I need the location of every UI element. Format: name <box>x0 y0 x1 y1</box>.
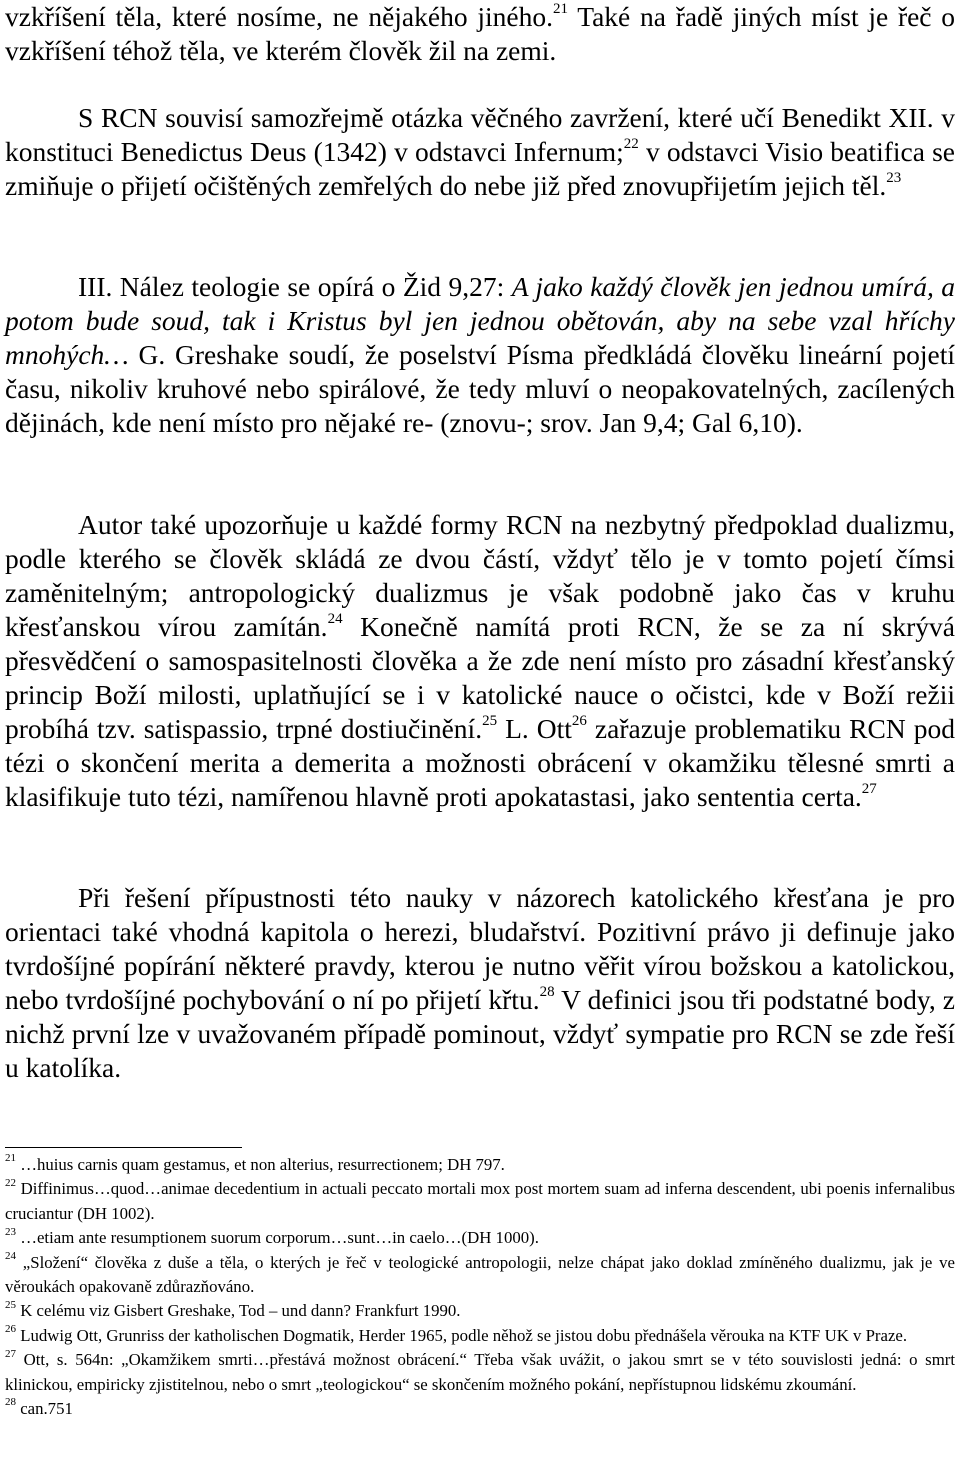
footnote-text: can.751 <box>16 1399 73 1419</box>
footnote <box>5 1226 955 1250</box>
text-run: Konečně namítá proti RCN, že se za ní skrývá přesvědčení o samospasitelnosti člověka a že zde není místo pro zásadní křesťanský princip Boží milosti, uplatňující se i v katolické nauce o očistci, kde v Boží režii probíhá tzv. satispassio, trpné dostiučinění. <box>5 611 955 744</box>
footnote <box>5 1177 955 1226</box>
footnote-marker: 24 <box>327 610 343 627</box>
footnote-text: …etiam ante resumptionem suorum corporum…sunt…in caelo…(DH 1000). <box>16 1228 539 1248</box>
text-run: III. Nález teologie se opírá o Žid 9,27: <box>78 271 512 302</box>
footnote-number: 24 <box>5 1250 16 1263</box>
footnote-marker: 25 <box>482 712 498 729</box>
footnote <box>5 1397 955 1421</box>
footnote-number: 25 <box>5 1298 16 1311</box>
text-run: Autor také upozorňuje u každé formy RCN na nezbytný předpoklad dualizmu, podle kterého se člověk skládá ze dvou částí, vždyť tělo je v tomto pojetí čímsi zaměnitelným; antropologický dualizmus je však podobně jako čas v kruhu křesťanskou vírou zamítán. <box>5 509 955 642</box>
footnote-number: 21 <box>5 1152 16 1165</box>
footnote-marker: 27 <box>861 780 877 797</box>
footnote <box>5 1299 955 1323</box>
text-run: V definici jsou tři podstatné body, z nichž první lze v uvažovaném případě pominout, vždyť sympatie pro RCN se zde řeší u katolíka. <box>5 984 955 1083</box>
footnote-text: Ludwig Ott, Grunriss der katholischen Dogmatik, Herder 1965, podle něhož se jistou dobu přednášela věrouka na KTF UK v Praze. <box>16 1325 908 1345</box>
footnote <box>5 1251 955 1300</box>
text-run: L. Ott <box>497 713 572 744</box>
text-run: zařazuje problematiku RCN pod tézi o skončení merita a demerita a možnosti obrácení v okamžiku tělesné smrti a klasifikuje tuto tézi, namířenou hlavně proti apokatastasi, jako sententia certa. <box>5 713 955 812</box>
text-run: S RCN souvisí samozřejmě otázka věčného zavržení, které učí Benedikt XII. v konstituci Benedictus Deus (1342) v odstavci Infernum; <box>5 102 955 167</box>
text-run: Také na řadě jiných míst je řeč o vzkříšení téhož těla, ve kterém člověk žil na zemi. <box>5 1 956 66</box>
text-run: v odstavci Visio beatifica se zmiňuje o přijetí očištěných zemřelých do nebe již před znovupřijetím jejich těl. <box>5 136 955 201</box>
footnote <box>5 1324 955 1348</box>
paragraph <box>5 881 955 1085</box>
text-run: Při řešení přípustnosti této nauky v názorech katolického křesťana je pro orientaci také vhodná kapitola o herezi, bludařství. Pozitivní právo ji definuje jako tvrdošíjné popírání některé pravdy, kterou je nutno věřit vírou božskou a katolickou, nebo tvrdošíjné pochybování o ní po přijetí křtu. <box>5 882 955 1015</box>
footnote-text: Ott, s. 564n: „Okamžikem smrti…přestává možnost obrácení.“ Třeba však uvážit, o jakou smrt se v této souvislosti jedná: o smrt klinickou, empiricky zjistitelnou, nebo o smrt „teologickou“ se skončením možného pokání, nepřístupnou lidskému zkoumání. <box>5 1350 955 1394</box>
italic-quote: A jako každý člověk jen jednou umírá, a potom bude soud, tak i Kristus byl jen jednou obětován, aby na sebe vzal hříchy mnohých… <box>5 271 956 370</box>
footnote-number: 28 <box>5 1396 16 1409</box>
footnote-text: …huius carnis quam gestamus, et non alterius, resurrectionem; DH 797. <box>16 1155 505 1174</box>
text-run: G. Greshake soudí, že poselství Písma předkládá člověku lineární pojetí času, nikoliv kruhové nebo spirálové, že tedy mluví o neopakovatelných, zacílených dějinách, kde není místo pro nějaké re- (znovu-; srov. Jan 9,4; Gal 6,10). <box>5 339 955 438</box>
paragraph <box>5 101 955 203</box>
paragraph <box>5 508 955 814</box>
footnote-number: 26 <box>5 1323 16 1336</box>
footnote-text: „Složení“ člověka z duše a těla, o kterých je řeč v teologické antropologii, nelze chápat jako doklad zmíněného dualizmu, jak je ve věroukách opakovaně zdůrazňováno. <box>5 1252 955 1297</box>
footnote-separator <box>5 1147 242 1148</box>
footnote-marker: 21 <box>552 0 568 17</box>
footnote-text: Diffinimus…quod…animae decedentium in actuali peccato mortali mox post mortem suam ad inferna descendent, ubi poenis infernalibus cruciantur (DH 1002). <box>5 1179 955 1223</box>
footnote-number: 23 <box>5 1225 16 1238</box>
footnote-marker: 28 <box>539 983 555 1000</box>
footnote-marker: 22 <box>623 135 639 152</box>
footnote-number: 22 <box>5 1176 16 1189</box>
paragraph <box>5 270 955 440</box>
footnote-number: 27 <box>5 1347 16 1360</box>
footnote <box>5 1348 955 1397</box>
paragraph <box>5 0 955 68</box>
footnote-text: K celému viz Gisbert Greshake, Tod – und dann? Frankfurt 1990. <box>16 1301 461 1321</box>
text-run: vzkříšení těla, které nosíme, ne nějakého jiného. <box>5 1 553 32</box>
footnotes <box>5 1153 955 1421</box>
footnote <box>5 1153 955 1177</box>
footnote-marker: 23 <box>886 169 902 186</box>
footnote-marker: 26 <box>571 712 587 729</box>
